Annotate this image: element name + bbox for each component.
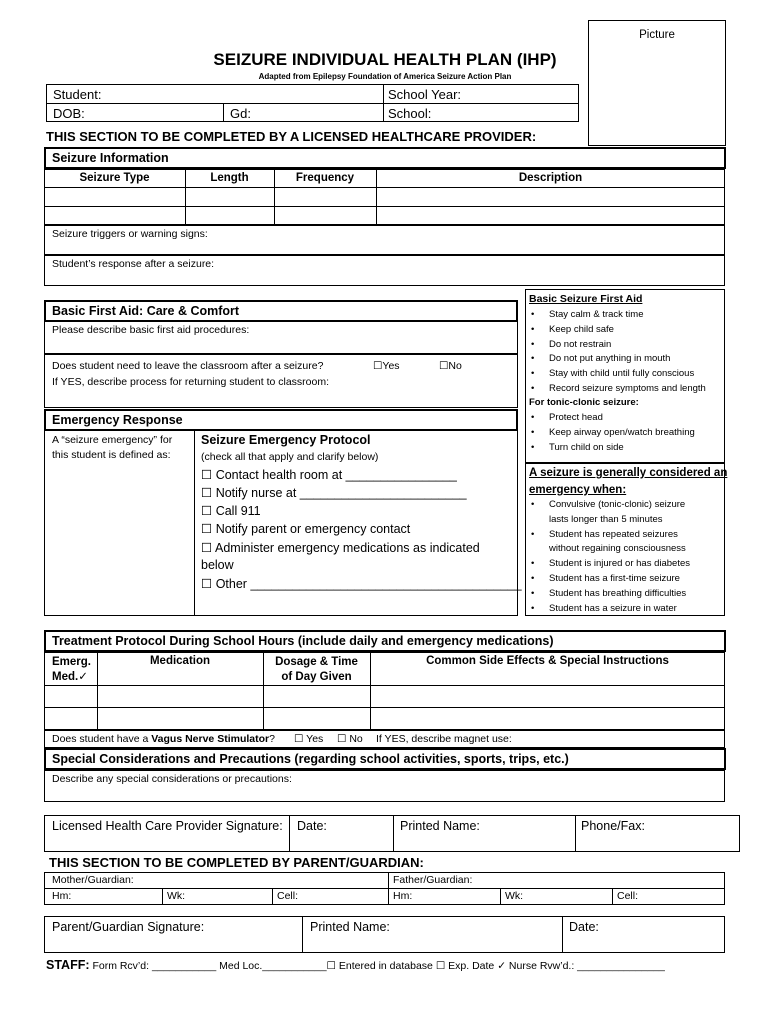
- protocol-call-911[interactable]: ☐ Call 911: [201, 504, 261, 518]
- checkbox[interactable]: ☐: [201, 468, 213, 482]
- col-description: Description: [518, 172, 583, 184]
- list-item: • Student has breathing difficulties: [527, 587, 690, 602]
- grade-field[interactable]: Gd:: [230, 106, 251, 121]
- father-guardian-field[interactable]: Father/Guardian:: [393, 874, 473, 886]
- no-checkbox[interactable]: ☐: [439, 360, 449, 372]
- medication-row-1[interactable]: [45, 686, 724, 707]
- picture-label: Picture: [639, 29, 675, 41]
- student-field[interactable]: Student:: [53, 87, 102, 102]
- vns-magnet-label: If YES, describe magnet use:: [376, 733, 512, 745]
- mother-home-phone[interactable]: Hm:: [52, 890, 72, 902]
- emergency-response-heading: Emergency Response: [52, 413, 183, 427]
- emergency-when-list: [527, 498, 690, 616]
- treatment-heading: Treatment Protocol During School Hours (include daily and emergency medications): [52, 634, 554, 648]
- first-aid-heading: Basic First Aid: Care & Comfort: [52, 304, 240, 318]
- entered-checkbox[interactable]: ☐: [326, 960, 336, 972]
- checkbox[interactable]: ☐: [294, 733, 304, 745]
- parent-signature-field[interactable]: Parent/Guardian Signature:: [52, 920, 205, 934]
- mother-guardian-field[interactable]: Mother/Guardian:: [52, 874, 134, 886]
- list-item: • Student has a seizure in water: [527, 602, 690, 617]
- list-item: • Do not put anything in mouth: [527, 352, 706, 367]
- seizure-row-1[interactable]: [45, 188, 724, 206]
- leave-classroom-question: Does student need to leave the classroom after a seizure?: [52, 360, 324, 372]
- col-medication: Medication: [149, 655, 211, 667]
- school-year-field[interactable]: School Year:: [388, 87, 462, 102]
- exp-date-label: Exp. Date: [448, 960, 495, 972]
- basic-seizure-first-aid-heading: Basic Seizure First Aid: [529, 293, 643, 305]
- list-item: • Stay with child until fully conscious: [527, 367, 706, 382]
- list-item: • Record seizure symptoms and length: [527, 382, 706, 397]
- checkbox[interactable]: ☐: [337, 733, 347, 745]
- col-emerg-med: Emerg. Med.✓: [52, 656, 91, 683]
- emergency-definition-line1: A “seizure emergency” for: [52, 434, 173, 446]
- page-subtitle: Adapted from Epilepsy Foundation of America Seizure Action Plan: [258, 72, 512, 81]
- parent-section-heading: THIS SECTION TO BE COMPLETED BY PARENT/GUARDIAN:: [49, 855, 424, 870]
- first-aid-describe-label: Please describe basic first aid procedures:: [52, 324, 250, 336]
- provider-section-heading: THIS SECTION TO BE COMPLETED BY A LICENSED HEALTHCARE PROVIDER:: [46, 129, 537, 144]
- list-item: • Student is injured or has diabetes: [527, 557, 690, 572]
- triggers-label: Seizure triggers or warning signs:: [52, 228, 208, 240]
- list-item: • Student has a first-time seizure: [527, 572, 690, 587]
- col-length: Length: [210, 172, 249, 184]
- mother-work-phone[interactable]: Wk:: [167, 890, 186, 902]
- tonic-clonic-heading: For tonic-clonic seizure:: [529, 397, 639, 408]
- provider-printed-name-field[interactable]: Printed Name:: [400, 819, 480, 833]
- protocol-contact-health-room[interactable]: ☐ Contact health room at ________________: [201, 468, 457, 482]
- leave-yes-option[interactable]: ☐Yes: [373, 360, 400, 372]
- medication-row-2[interactable]: [45, 708, 724, 729]
- yes-checkbox[interactable]: ☐: [373, 360, 383, 372]
- col-dosage: Dosage & Time of Day Given: [275, 656, 358, 683]
- mother-cell-phone[interactable]: Cell:: [277, 890, 299, 902]
- vns-no-option[interactable]: ☐ No: [337, 733, 363, 745]
- seizure-row-2[interactable]: [45, 207, 724, 225]
- special-describe-label: Describe any special considerations or precautions:: [52, 773, 292, 785]
- checkbox[interactable]: ☐: [201, 504, 213, 518]
- list-item: • Do not restrain: [527, 338, 706, 353]
- staff-label: STAFF:: [46, 958, 90, 972]
- emergency-definition-line2: this student is defined as:: [52, 449, 171, 461]
- list-item: • Turn child on side: [527, 441, 695, 456]
- father-cell-phone[interactable]: Cell:: [617, 890, 639, 902]
- staff-line: [46, 958, 665, 972]
- protocol-notify-nurse[interactable]: ☐ Notify nurse at ________________________: [201, 486, 467, 500]
- list-item: • Stay calm & track time: [527, 308, 706, 323]
- list-item: • Protect head: [527, 411, 695, 426]
- father-work-phone[interactable]: Wk:: [505, 890, 524, 902]
- col-side-effects: Common Side Effects & Special Instructions: [426, 655, 669, 667]
- return-process-label: If YES, describe process for returning student to classroom:: [52, 376, 330, 388]
- exp-date-checkbox[interactable]: ☐: [435, 960, 446, 972]
- nurse-reviewed-field[interactable]: Nurse Rvw’d.: _______________: [508, 960, 665, 972]
- parent-printed-name-field[interactable]: Printed Name:: [310, 920, 390, 934]
- checkbox[interactable]: ☐: [201, 486, 213, 500]
- leave-no-option[interactable]: ☐No: [439, 360, 462, 372]
- seizure-info-heading: Seizure Information: [52, 151, 169, 165]
- emergency-when-heading-line2: emergency when:: [529, 484, 627, 496]
- school-field[interactable]: School:: [388, 106, 432, 121]
- protocol-heading: Seizure Emergency Protocol: [201, 433, 371, 447]
- checkbox[interactable]: ☐: [201, 522, 213, 536]
- list-item: • Keep airway open/watch breathing: [527, 426, 695, 441]
- med-location-field[interactable]: Med Loc.___________: [219, 960, 327, 972]
- check-mark-icon: ✓: [497, 960, 506, 972]
- checkbox[interactable]: ☐: [201, 577, 213, 591]
- protocol-administer-meds[interactable]: ☐ Administer emergency medications as indicated: [201, 541, 480, 555]
- list-item: • Keep child safe: [527, 323, 706, 338]
- first-aid-tips-list: [527, 308, 706, 397]
- response-label: Student’s response after a seizure:: [52, 258, 215, 270]
- page-title: SEIZURE INDIVIDUAL HEALTH PLAN (IHP): [213, 50, 557, 69]
- emergency-when-heading-line1: A seizure is generally considered an: [529, 467, 728, 479]
- list-item: • Convulsive (tonic-clonic) seizure lasts longer than 5 minutes: [527, 498, 690, 528]
- entered-database-label: Entered in database: [338, 960, 433, 972]
- parent-date-field[interactable]: Date:: [569, 920, 599, 934]
- form-received-field[interactable]: Form Rcv’d: ___________: [92, 960, 217, 972]
- vns-question: Does student have a Vagus Nerve Stimulator?: [52, 733, 275, 745]
- list-item: • Student has repeated seizures without regaining consciousness: [527, 528, 690, 558]
- vns-yes-option[interactable]: ☐ Yes: [294, 733, 324, 745]
- provider-date-field[interactable]: Date:: [297, 819, 327, 833]
- father-home-phone[interactable]: Hm:: [393, 890, 413, 902]
- dob-field[interactable]: DOB:: [53, 106, 85, 121]
- checkbox[interactable]: ☐: [201, 541, 213, 555]
- protocol-other[interactable]: ☐ Other _______________________________________: [201, 577, 522, 591]
- provider-phone-fax-field[interactable]: Phone/Fax:: [581, 819, 645, 833]
- protocol-notify-parent[interactable]: ☐ Notify parent or emergency contact: [201, 522, 411, 536]
- col-seizure-type: Seizure Type: [79, 172, 150, 184]
- protocol-below: below: [201, 558, 234, 572]
- tonic-clonic-list: [527, 411, 695, 455]
- protocol-subheading: (check all that apply and clarify below): [201, 451, 379, 463]
- provider-signature-field[interactable]: Licensed Health Care Provider Signature:: [52, 819, 283, 833]
- col-frequency: Frequency: [295, 172, 355, 184]
- special-heading: Special Considerations and Precautions (regarding school activities, sports, trips, etc.): [52, 752, 569, 766]
